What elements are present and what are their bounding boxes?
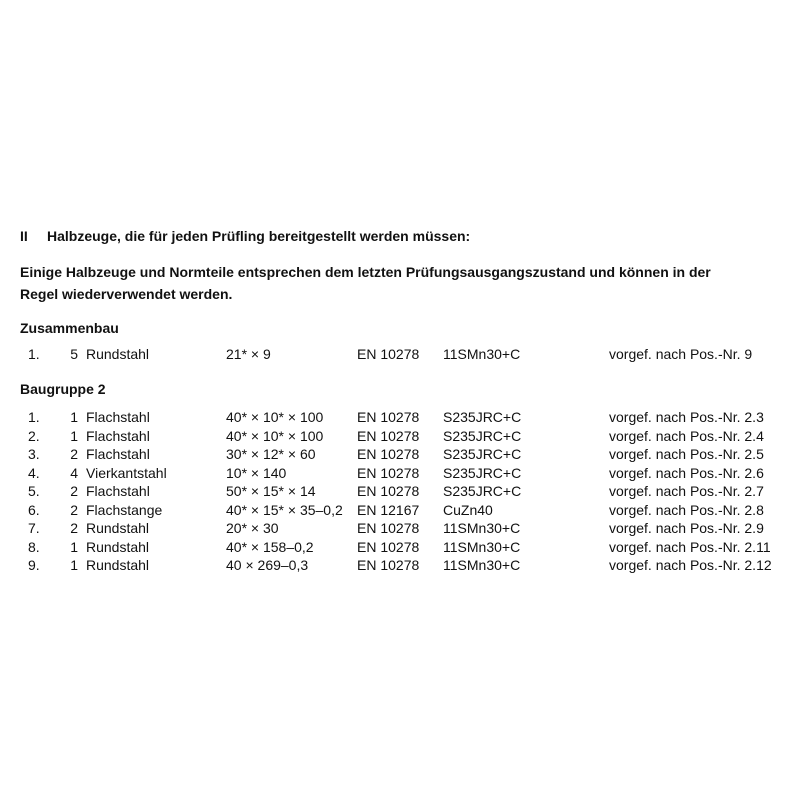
intro-text-line-2: Regel wiederverwendet werden. <box>20 286 233 302</box>
item-dimension: 40* × 15* × 35–0,2 <box>226 501 343 518</box>
item-name: Rundstahl <box>86 520 150 536</box>
item-material: 11SMn30+C <box>443 520 521 536</box>
item-name: Rundstahl <box>86 557 150 573</box>
item-material: S235JRC+C <box>443 464 522 481</box>
item-note: vorgef. nach Pos.-Nr. 2.4 <box>609 427 764 444</box>
item-dimension: 40 × 269–0,3 <box>226 557 309 573</box>
item-quantity: 4 <box>70 464 78 481</box>
item-note: vorgef. nach Pos.-Nr. 2.11 <box>609 538 771 555</box>
item-dimension: 30* × 12* × 60 <box>226 446 316 462</box>
item-quantity: 1 <box>70 409 78 425</box>
item-number: 6. <box>28 501 40 518</box>
item-number: 7. <box>28 520 40 536</box>
item-material: CuZn40 <box>443 501 493 518</box>
item-number: 2. <box>28 427 40 444</box>
item-norm: EN 10278 <box>357 446 420 462</box>
item-dimension: 10* × 140 <box>226 464 287 481</box>
item-quantity: 2 <box>70 483 78 499</box>
item-dimension: 50* × 15* × 14 <box>226 483 316 499</box>
item-material: 11SMn30+C <box>443 346 521 362</box>
item-quantity: 2 <box>70 520 78 536</box>
item-note: vorgef. nach Pos.-Nr. 9 <box>609 346 753 362</box>
item-dimension: 40* × 158–0,2 <box>226 538 314 555</box>
item-note: vorgef. nach Pos.-Nr. 2.9 <box>609 520 764 536</box>
baugruppe-2-row <box>0 427 800 445</box>
item-name: Rundstahl <box>86 538 150 555</box>
item-name: Vierkantstahl <box>86 464 167 481</box>
item-material: S235JRC+C <box>443 409 522 425</box>
item-name: Rundstahl <box>86 346 150 362</box>
item-quantity: 2 <box>70 446 78 462</box>
item-dimension: 40* × 10* × 100 <box>226 427 324 444</box>
item-number: 4. <box>28 464 40 481</box>
item-name: Flachstahl <box>86 483 150 499</box>
item-material: S235JRC+C <box>443 483 522 499</box>
item-name: Flachstahl <box>86 409 150 425</box>
zusammenbau-row <box>0 345 800 363</box>
item-material: 11SMn30+C <box>443 538 521 555</box>
item-norm: EN 10278 <box>357 346 420 362</box>
item-note: vorgef. nach Pos.-Nr. 2.8 <box>609 501 764 518</box>
item-note: vorgef. nach Pos.-Nr. 2.7 <box>609 483 764 499</box>
item-norm: EN 10278 <box>357 464 420 481</box>
item-dimension: 20* × 30 <box>226 520 279 536</box>
item-norm: EN 10278 <box>357 409 420 425</box>
item-note: vorgef. nach Pos.-Nr. 2.3 <box>609 409 764 425</box>
item-dimension: 40* × 10* × 100 <box>226 409 324 425</box>
item-norm: EN 10278 <box>357 483 420 499</box>
item-number: 5. <box>28 483 40 499</box>
baugruppe-2-row <box>0 501 800 519</box>
item-number: 9. <box>28 557 40 573</box>
item-quantity: 5 <box>70 346 78 362</box>
item-number: 3. <box>28 446 40 462</box>
item-material: S235JRC+C <box>443 446 522 462</box>
item-norm: EN 12167 <box>357 501 420 518</box>
item-quantity: 1 <box>70 557 78 573</box>
baugruppe-2-title: Baugruppe 2 <box>20 381 106 397</box>
item-quantity: 2 <box>70 501 78 518</box>
item-name: Flachstahl <box>86 427 150 444</box>
baugruppe-2-row <box>0 482 800 500</box>
item-quantity: 1 <box>70 538 78 555</box>
baugruppe-2-row <box>0 464 800 482</box>
item-number: 1. <box>28 346 40 362</box>
section-heading: Halbzeuge, die für jeden Prüfling bereitgestellt werden müssen: <box>47 228 471 244</box>
section-number: II <box>20 228 28 244</box>
baugruppe-2-row <box>0 519 800 537</box>
item-name: Flachstahl <box>86 446 150 462</box>
item-number: 1. <box>28 409 40 425</box>
item-name: Flachstange <box>86 501 163 518</box>
baugruppe-2-row <box>0 445 800 463</box>
item-number: 8. <box>28 538 40 555</box>
baugruppe-2-row <box>0 538 800 556</box>
item-norm: EN 10278 <box>357 538 420 555</box>
item-note: vorgef. nach Pos.-Nr. 2.12 <box>609 557 772 573</box>
item-note: vorgef. nach Pos.-Nr. 2.5 <box>609 446 764 462</box>
item-norm: EN 10278 <box>357 427 420 444</box>
baugruppe-2-row <box>0 556 800 574</box>
baugruppe-2-row <box>0 408 800 426</box>
item-material: 11SMn30+C <box>443 557 521 573</box>
item-norm: EN 10278 <box>357 520 420 536</box>
item-dimension: 21* × 9 <box>226 346 271 362</box>
item-norm: EN 10278 <box>357 557 420 573</box>
item-quantity: 1 <box>70 427 78 444</box>
intro-text-line-1: Einige Halbzeuge und Normteile entsprechen dem letzten Prüfungsausgangszustand und können in der <box>20 264 711 280</box>
item-material: S235JRC+C <box>443 427 522 444</box>
zusammenbau-title: Zusammenbau <box>20 320 119 336</box>
item-note: vorgef. nach Pos.-Nr. 2.6 <box>609 464 764 481</box>
